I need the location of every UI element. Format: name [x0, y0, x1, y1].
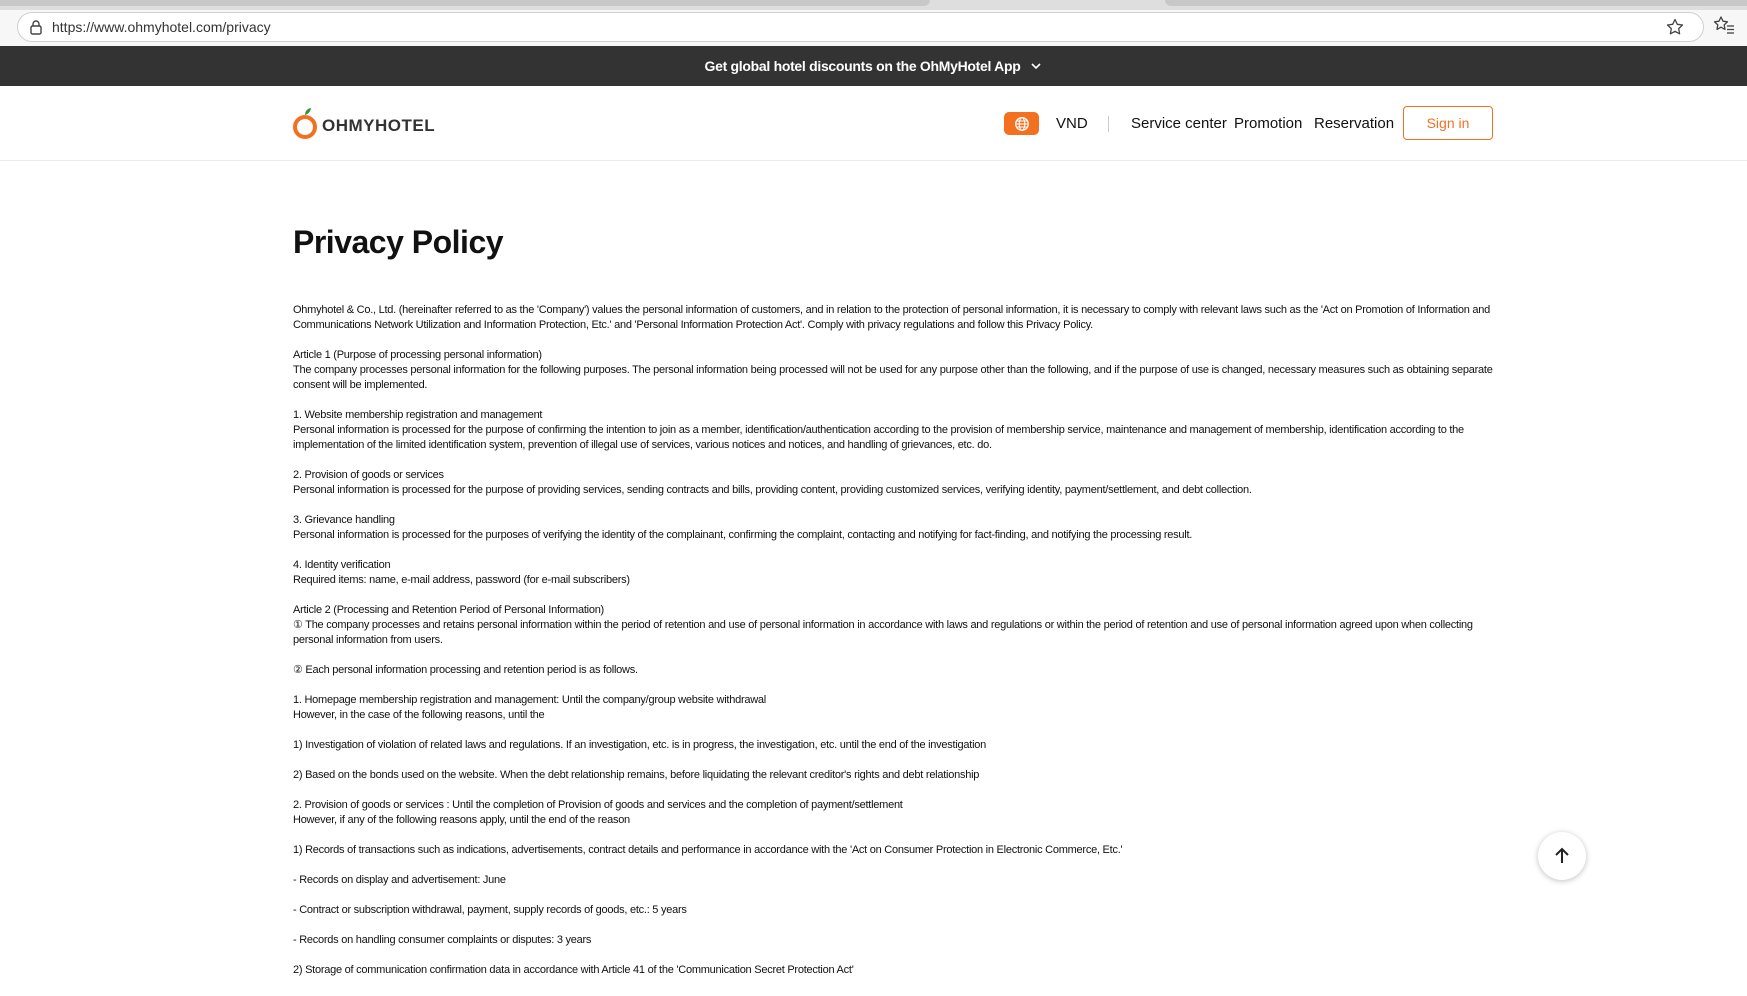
policy-line: - Records on handling consumer complaints or disputes: 3 years — [293, 934, 592, 946]
policy-line: 1. Website membership registration and management — [293, 409, 543, 421]
policy-paragraph — [293, 798, 1495, 828]
chevron-down-icon — [1030, 60, 1042, 72]
site-header — [0, 86, 1747, 161]
browser-toolbar — [0, 10, 1747, 46]
app-promo-banner[interactable] — [0, 46, 1747, 86]
policy-paragraph — [293, 663, 1495, 678]
policy-paragraph — [293, 408, 1495, 453]
policy-paragraph — [293, 738, 1495, 753]
policy-line: 1) Investigation of violation of related laws and regulations. If an investigation, etc. is in progress, the investigation, etc. until the end of the investigation — [293, 739, 987, 751]
policy-line: 1) Records of transactions such as indications, advertisements, contract details and performance in accordance with the 'Act on Consumer Protection in Electronic Commerce, Etc.' — [293, 844, 1123, 856]
language-button[interactable] — [1004, 112, 1039, 135]
policy-line: ② Each personal information processing and retention period is as follows. — [293, 664, 638, 676]
policy-line: However, if any of the following reasons apply, until the end of the reason — [293, 814, 630, 826]
arrow-up-icon — [1552, 846, 1572, 866]
policy-paragraph — [293, 933, 1495, 948]
policy-paragraph — [293, 963, 1495, 978]
policy-line: Personal information is processed for the purposes of verifying the identity of the complainant, confirming the complaint, contacting and notifying for fact-finding, and notifying the processing result. — [293, 529, 1193, 541]
sign-in-button[interactable]: Sign in — [1403, 106, 1493, 140]
policy-paragraph — [293, 303, 1495, 333]
policy-paragraph — [293, 873, 1495, 888]
policy-line: 2) Storage of communication confirmation data in accordance with Article 41 of the 'Communication Secret Protection Act' — [293, 964, 854, 976]
policy-line: Required items: name, e-mail address, password (for e-mail subscribers) — [293, 574, 630, 586]
policy-line: Personal information is processed for the purpose of confirming the intention to join as a member, identification/authentication according to the provision of membership service, maintenance and management of membership, identification according to the implementation of the limited identification system, prevention of illegal use of services, various notices and notices, and handling of grievances, etc. do. — [293, 424, 1464, 451]
favorites-icon[interactable] — [1713, 14, 1735, 36]
policy-paragraph — [293, 558, 1495, 588]
bookmark-star-icon[interactable] — [1665, 17, 1685, 37]
orange-logo-icon — [292, 106, 318, 140]
page-title: Privacy Policy — [293, 224, 504, 260]
policy-line: 2) Based on the bonds used on the website. When the debt relationship remains, before liquidating the relevant creditor's rights and debt relationship — [293, 769, 980, 781]
policy-paragraph — [293, 903, 1495, 918]
policy-content — [293, 303, 1495, 993]
policy-line: Personal information is processed for the purpose of providing services, sending contracts and bills, providing content, providing customized services, verifying identity, payment/settlement, and debt collection. — [293, 484, 1252, 496]
lock-icon[interactable] — [28, 19, 44, 35]
currency-selector[interactable]: VND — [1056, 115, 1088, 132]
policy-line: Article 1 (Purpose of processing personal information) — [293, 349, 542, 361]
policy-paragraph — [293, 513, 1495, 543]
browser-tab[interactable] — [1165, 0, 1747, 6]
policy-line: - Records on display and advertisement: June — [293, 874, 506, 886]
policy-line: However, in the case of the following reasons, until the — [293, 709, 545, 721]
address-bar[interactable] — [17, 12, 1704, 42]
policy-line: 2. Provision of goods or services — [293, 469, 444, 481]
nav-service-center[interactable]: Service center — [1131, 115, 1227, 132]
policy-paragraph — [293, 693, 1495, 723]
header-divider — [1108, 116, 1109, 132]
browser-tab-strip — [0, 0, 1747, 10]
nav-promotion[interactable]: Promotion — [1234, 115, 1303, 132]
browser-tab[interactable] — [0, 0, 930, 6]
policy-paragraph — [293, 468, 1495, 498]
policy-line: Ohmyhotel & Co., Ltd. (hereinafter referred to as the 'Company') values the personal information of customers, and in relation to the protection of personal information, it is necessary to comply with relevant laws such as the 'Act on Promotion of Information and Communications Network Utilization and Information Protection, Etc.' and 'Personal Information Protection Act'. Comply with privacy regulations and follow this Privacy Policy. — [293, 304, 1491, 331]
site-logo[interactable] — [292, 106, 435, 140]
url-text[interactable]: https://www.ohmyhotel.com/privacy — [52, 19, 271, 35]
scroll-to-top-button[interactable] — [1538, 832, 1586, 880]
globe-icon — [1014, 116, 1030, 132]
policy-line: - Contract or subscription withdrawal, payment, supply records of goods, etc.: 5 years — [293, 904, 687, 916]
promo-text: Get global hotel discounts on the OhMyHotel App — [704, 58, 1021, 74]
policy-paragraph — [293, 768, 1495, 783]
policy-line: The company processes personal information for the following purposes. The personal information being processed will not be used for any purpose other than the following, and if the purpose of use is changed, necessary measures such as obtaining separate consent will be implemented. — [293, 364, 1493, 391]
logo-text: OHMYHOTEL — [322, 116, 436, 135]
policy-line: 2. Provision of goods or services : Until the completion of Provision of goods and services and the completion of payment/settlement — [293, 799, 903, 811]
policy-line: 3. Grievance handling — [293, 514, 395, 526]
policy-line: 4. Identity verification — [293, 559, 391, 571]
policy-paragraph — [293, 843, 1495, 858]
policy-paragraph — [293, 348, 1495, 393]
policy-line: 1. Homepage membership registration and management: Until the company/group website withdrawal — [293, 694, 766, 706]
nav-reservation[interactable]: Reservation — [1314, 115, 1395, 132]
policy-line: ① The company processes and retains personal information within the period of retention and use of personal information in accordance with laws and regulations or within the period of retention and use of personal information agreed upon when collecting personal information from users. — [293, 619, 1473, 646]
policy-paragraph — [293, 603, 1495, 648]
policy-line: Article 2 (Processing and Retention Period of Personal Information) — [293, 604, 604, 616]
